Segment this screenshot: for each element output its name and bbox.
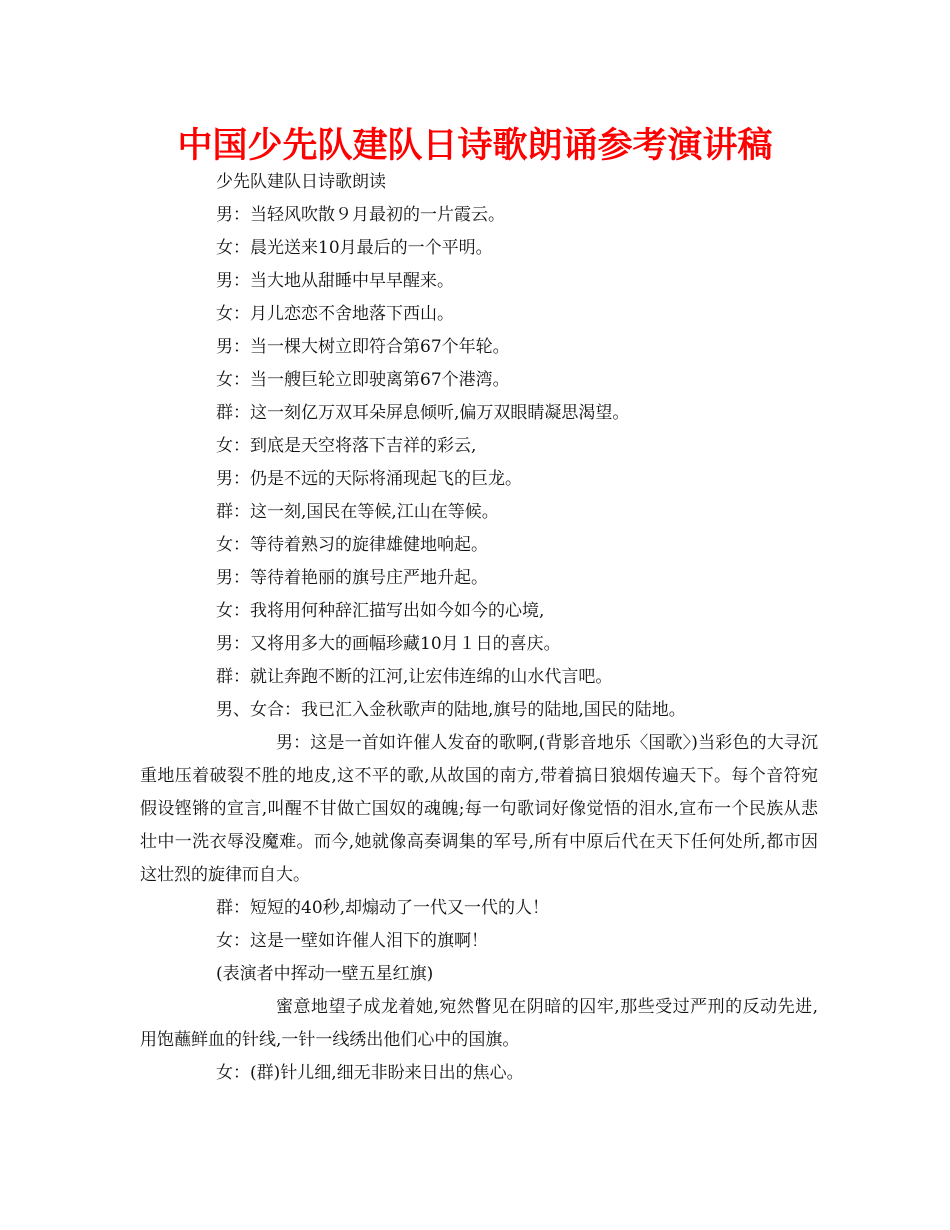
paragraph: 男：这是一首如许催人发奋的歌啊,(背影音地乐〈国歌〉)当彩色的大寻沉重地压着破裂不胜的地皮,这不平的歌,从故国的南方,带着搞日狼烟传遍天下。每个音符宛假设铿锵的宣言,叫醒不甘做亡国奴的魂魄;每一句歌词好像觉悟的泪水,宣布一个民族从悲壮中一洗衣辱没魔难。而今,她就像高奏调集的军号,所有中原后代在天下任何处所,都市因这壮烈的旋律而自大。: [140, 733, 818, 885]
paragraph: 女：到底是天空将落下吉祥的彩云,: [216, 436, 477, 456]
paragraph: 男：当大地从甜睡中早早醒来。: [216, 271, 454, 291]
paragraph: 男：当一棵大树立即符合第67个年轮。: [216, 337, 510, 357]
paragraph: 女：月儿恋恋不舍地落下西山。: [216, 304, 454, 324]
paragraph-stage-direction: (表演者中挥动一壁五星红旗): [216, 964, 434, 984]
document-body: [140, 166, 818, 1090]
paragraph: 群：这一刻亿万双耳朵屏息倾听,偏万双眼睛凝思渴望。: [216, 403, 630, 423]
paragraph: 女：当一艘巨轮立即驶离第67个港湾。: [216, 370, 510, 390]
paragraph-subtitle: 少先队建队日诗歌朗读: [216, 172, 386, 192]
paragraph: 男：仍是不远的天际将涌现起飞的巨龙。: [216, 469, 522, 489]
paragraph: 女：这是一壁如许催人泪下的旗啊！: [216, 931, 488, 951]
paragraph: 女：晨光送来10月最后的一个平明。: [216, 238, 493, 258]
paragraph: 蜜意地望子成龙着她,宛然瞥见在阴暗的囚牢,那些受过严刑的反动先进,用饱蘸鲜血的针线,一针一线绣出他们心中的国旗。: [140, 997, 818, 1050]
paragraph: 女：(群)针儿细,细无非盼来日出的焦心。: [216, 1063, 524, 1083]
paragraph: 男：又将用多大的画幅珍藏10月１日的喜庆。: [216, 634, 561, 654]
paragraph: 女：我将用何种辞汇描写出如今如今的心境,: [216, 601, 545, 621]
paragraph: 女：等待着熟习的旋律雄健地响起。: [216, 535, 488, 555]
paragraph: 群：就让奔跑不断的江河,让宏伟连绵的山水代言吧。: [216, 667, 613, 687]
paragraph: 男：当轻风吹散９月最初的一片霞云。: [216, 205, 505, 225]
paragraph: 群：这一刻,国民在等候,江山在等候。: [216, 502, 499, 522]
paragraph: 群：短短的40秒,却煽动了一代又一代的人！: [216, 898, 550, 918]
paragraph: 男、女合：我已汇入金秋歌声的陆地,旗号的陆地,国民的陆地。: [216, 700, 686, 720]
document-title: 中国少先队建队日诗歌朗诵参考演讲稿: [177, 126, 773, 166]
paragraph: 男：等待着艳丽的旗号庄严地升起。: [216, 568, 488, 588]
